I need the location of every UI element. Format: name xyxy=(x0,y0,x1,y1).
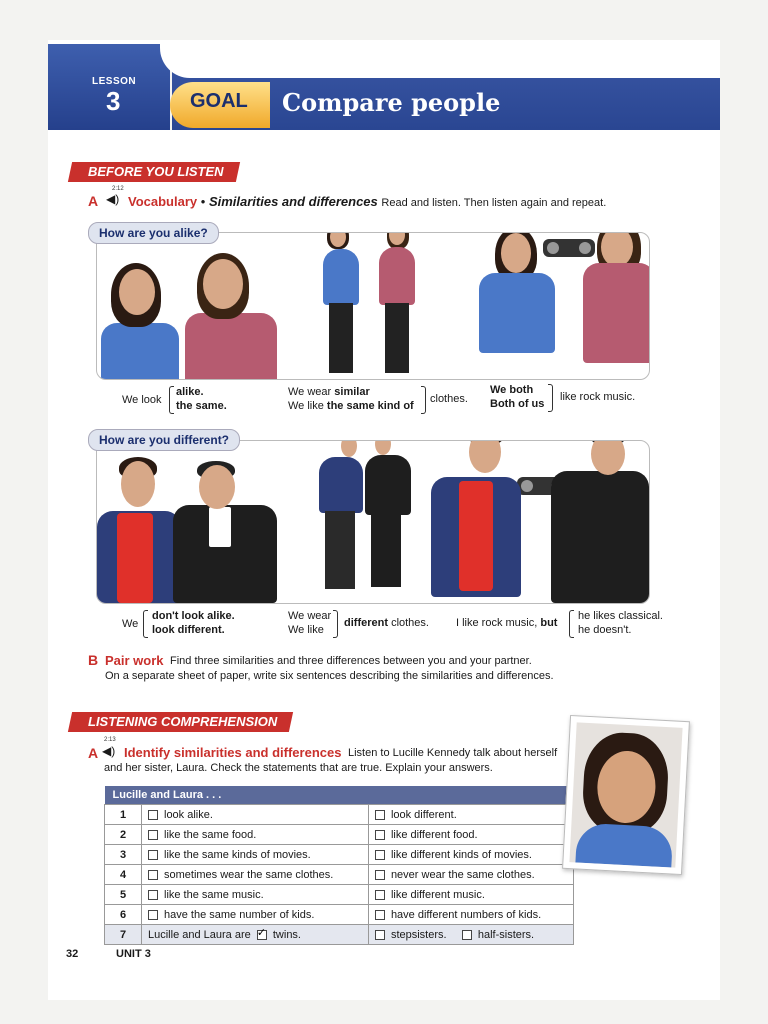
row-option-a[interactable]: have the same number of kids. xyxy=(142,905,369,925)
checkbox-icon[interactable] xyxy=(148,830,158,840)
checkbox-icon[interactable] xyxy=(375,850,385,860)
checkbox-icon[interactable] xyxy=(375,830,385,840)
listening-line1: Listen to Lucille Kennedy talk about herself xyxy=(348,747,558,759)
alike-cap3-opt2: Both of us xyxy=(490,398,545,410)
alike-cap3-opt1: We both xyxy=(490,384,534,396)
boombox-image xyxy=(543,239,595,257)
table-row xyxy=(105,845,574,865)
exercise-letter: B xyxy=(88,652,99,668)
table-row xyxy=(105,885,574,905)
row-number: 1 xyxy=(105,805,142,825)
section-ribbon-listening: LISTENING COMPREHENSION xyxy=(68,712,294,732)
row-number: 5 xyxy=(105,885,142,905)
checkbox-icon[interactable] xyxy=(148,850,158,860)
diff-cap2-rest: different clothes. xyxy=(344,617,429,629)
checkbox-icon[interactable] xyxy=(148,910,158,920)
row-option-b[interactable]: like different kinds of movies. xyxy=(368,845,573,865)
similarities-table xyxy=(104,786,574,945)
header-curve xyxy=(160,44,720,78)
diff-cap3-opt2: he doesn't. xyxy=(578,624,632,636)
row-option-b[interactable]: like different music. xyxy=(368,885,573,905)
row-option-b[interactable]: have different numbers of kids. xyxy=(368,905,573,925)
checkbox-icon[interactable] xyxy=(148,870,158,880)
table-row xyxy=(105,925,574,945)
brace xyxy=(333,610,338,638)
exercise-letter: A xyxy=(88,745,99,761)
checkbox-icon[interactable] xyxy=(462,930,472,940)
row-number: 2 xyxy=(105,825,142,845)
listening-title: Identify similarities and differences xyxy=(124,745,342,760)
row-number: 7 xyxy=(105,925,142,945)
row-option-a[interactable]: like the same food. xyxy=(142,825,369,845)
diff-cap2-line1: We wear xyxy=(288,610,332,622)
row-number: 4 xyxy=(105,865,142,885)
checkbox-icon[interactable] xyxy=(375,810,385,820)
lesson-label: LESSON xyxy=(92,76,137,87)
alike-cap1-opt1: alike. xyxy=(176,386,204,398)
row-option-b[interactable]: look different. xyxy=(368,805,573,825)
vocabulary-title: Vocabulary xyxy=(128,194,198,209)
track-number: 2:12 xyxy=(112,186,124,192)
brace xyxy=(569,610,574,638)
diff-cap1-opt1: don't look alike. xyxy=(152,610,235,622)
row-option-a[interactable]: sometimes wear the same clothes. xyxy=(142,865,369,885)
listening-line2: and her sister, Laura. Check the statements that are true. Explain your answers. xyxy=(104,762,493,774)
vocabulary-instruction: Read and listen. Then listen again and repeat. xyxy=(381,197,607,209)
page-number: 32 xyxy=(66,948,79,960)
diff-cap1-opt2: look different. xyxy=(152,624,225,636)
checkbox-icon[interactable] xyxy=(148,890,158,900)
lucille-photo xyxy=(562,715,690,875)
goal-title: Compare people xyxy=(282,88,501,117)
alike-cap3-suffix: like rock music. xyxy=(560,391,636,403)
row-option-b[interactable]: like different food. xyxy=(368,825,573,845)
pair-work-title: Pair work xyxy=(105,653,164,668)
table-header: Lucille and Laura . . . xyxy=(105,786,574,805)
row-option-b[interactable]: stepsisters. half-sisters. xyxy=(368,925,573,945)
table-row xyxy=(105,825,574,845)
alike-cap1-prefix: We look xyxy=(122,394,162,406)
vocabulary-subtitle: Similarities and differences xyxy=(208,194,378,209)
row-option-a[interactable]: like the same music. xyxy=(142,885,369,905)
pair-work-line2: On a separate sheet of paper, write six sentences describing the similarities and differences. xyxy=(105,670,554,682)
table-row xyxy=(105,805,574,825)
different-tab: How are you different? xyxy=(88,429,240,451)
brace xyxy=(421,386,426,414)
row-number: 3 xyxy=(105,845,142,865)
vocabulary-heading xyxy=(128,194,606,209)
speaker-icon[interactable]: ◀) xyxy=(102,744,116,758)
speaker-icon[interactable]: ◀) xyxy=(106,192,120,206)
table-row xyxy=(105,865,574,885)
row-option-a[interactable]: like the same kinds of movies. xyxy=(142,845,369,865)
diff-cap3-opt1: he likes classical. xyxy=(578,610,663,622)
lesson-number: 3 xyxy=(106,86,121,116)
row-option-a[interactable]: look alike. xyxy=(142,805,369,825)
brace xyxy=(169,386,174,414)
diff-cap1-prefix: We xyxy=(122,618,139,630)
alike-photo-panel xyxy=(96,232,650,380)
goal-label: GOAL xyxy=(190,90,248,112)
alike-cap2-suffix: clothes. xyxy=(430,393,468,405)
unit-label: UNIT 3 xyxy=(116,948,151,960)
checkbox-icon[interactable] xyxy=(375,890,385,900)
alike-tab: How are you alike? xyxy=(88,222,219,244)
checkbox-icon[interactable] xyxy=(375,870,385,880)
brace xyxy=(548,384,553,412)
checkbox-icon[interactable] xyxy=(148,810,158,820)
section-ribbon-before-listen: BEFORE YOU LISTEN xyxy=(68,162,240,182)
checked-checkbox-icon[interactable] xyxy=(257,930,267,940)
row-option-b[interactable]: never wear the same clothes. xyxy=(368,865,573,885)
diff-cap2-line2: We like xyxy=(288,624,324,636)
exercise-letter: A xyxy=(88,193,99,209)
track-number: 2:13 xyxy=(104,737,116,743)
pair-work-line1: Find three similarities and three differences between you and your partner. xyxy=(170,655,532,667)
row-lead: Lucille and Laura are xyxy=(148,928,251,941)
diff-cap3-prefix: I like rock music, but xyxy=(456,617,558,629)
checkbox-icon[interactable] xyxy=(375,930,385,940)
table-row xyxy=(105,905,574,925)
alike-cap2-line2: We like the same kind of xyxy=(288,400,414,412)
brace xyxy=(143,610,148,638)
row-option-a[interactable]: Lucille and Laura are ✓ twins. xyxy=(142,925,369,945)
alike-cap2-line1: We wear similar xyxy=(288,386,370,398)
checkbox-icon[interactable] xyxy=(375,910,385,920)
row-number: 6 xyxy=(105,905,142,925)
bullet: • xyxy=(200,194,206,209)
alike-cap1-opt2: the same. xyxy=(176,400,227,412)
different-photo-panel xyxy=(96,440,650,604)
